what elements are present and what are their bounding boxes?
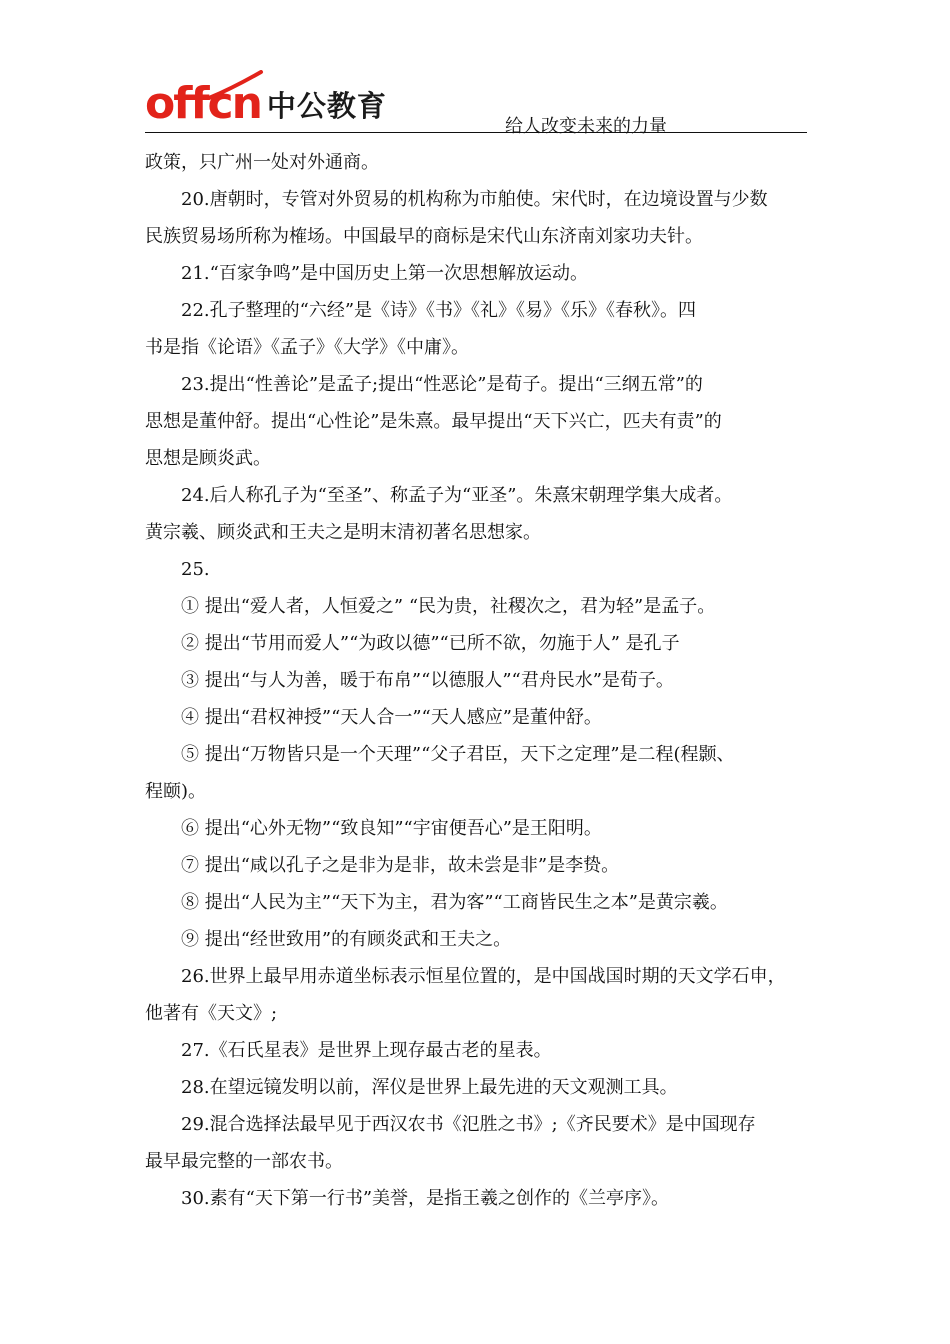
header-slogan: 给人改变未来的力量 <box>505 116 667 137</box>
text-line: 23.提出“性善论”是孟子;提出“性恶论”是荀子。提出“三纲五常”的 <box>181 374 703 395</box>
text-line: 书是指《论语》《孟子》《大学》《中庸》。 <box>145 337 469 358</box>
text-line: ② 提出“节用而爱人”“为政以德”“已所不欲，勿施于人” 是孔子 <box>181 633 680 654</box>
text-line: ⑥ 提出“心外无物”“致良知”“宇宙便吾心”是王阳明。 <box>181 818 602 839</box>
text-line: 21.“百家争鸣”是中国历史上第一次思想解放运动。 <box>181 263 589 284</box>
text-line: 思想是顾炎武。 <box>145 448 271 469</box>
text-line: ① 提出“爱人者，人恒爱之” “民为贵，社稷次之，君为轻”是孟子。 <box>181 596 716 617</box>
text-line: 程颐)。 <box>145 781 207 802</box>
logo-swoosh-icon <box>205 70 265 100</box>
text-line: 他著有《天文》; <box>145 1003 278 1024</box>
page-header <box>145 72 807 137</box>
text-line: ⑨ 提出“经世致用”的有顾炎武和王夫之。 <box>181 929 512 950</box>
text-line: 黄宗羲、顾炎武和王夫之是明末清初著名思想家。 <box>145 522 541 543</box>
logo-chinese-text: 中公教育 <box>266 89 387 123</box>
document-body <box>145 144 815 1217</box>
text-line: 30.素有“天下第一行书”美誉，是指王羲之创作的《兰亭序》。 <box>181 1188 670 1209</box>
text-line: ⑤ 提出“万物皆只是一个天理”“父子君臣，天下之定理”是二程(程颢、 <box>181 744 735 765</box>
text-line: 民族贸易场所称为榷场。中国最早的商标是宋代山东济南刘家功夫针。 <box>145 226 703 247</box>
header-divider <box>145 132 807 133</box>
text-line: 27.《石氏星表》是世界上现存最古老的星表。 <box>181 1040 552 1061</box>
text-line: 28.在望远镜发明以前，浑仪是世界上最先进的天文观测工具。 <box>181 1077 678 1098</box>
text-line: ⑧ 提出“人民为主”“天下为主，君为客”“工商皆民生之本”是黄宗羲。 <box>181 892 728 913</box>
text-line: 政策，只广州一处对外通商。 <box>145 152 379 173</box>
text-line: ③ 提出“与人为善，暖于布帛”“以德服人”“君舟民水”是荀子。 <box>181 670 674 691</box>
text-line: 20.唐朝时，专管对外贸易的机构称为市舶使。宋代时，在边境设置与少数 <box>181 189 768 210</box>
text-line: 24.后人称孔子为“至圣”、称孟子为“亚圣”。朱熹宋朝理学集大成者。 <box>181 485 733 506</box>
logo-latin-text: offcn <box>145 78 261 129</box>
offcn-logo <box>145 72 387 129</box>
text-line: 22.孔子整理的“六经”是《诗》《书》《礼》《易》《乐》《春秋》。四 <box>181 300 697 321</box>
text-line: ⑦ 提出“咸以孔子之是非为是非，故未尝是非”是李贽。 <box>181 855 620 876</box>
text-line: 29.混合选择法最早见于西汉农书《氾胜之书》;《齐民要术》是中国现存 <box>181 1114 756 1135</box>
text-line: ④ 提出“君权神授”“天人合一”“天人感应”是董仲舒。 <box>181 707 602 728</box>
text-line: 26.世界上最早用赤道坐标表示恒星位置的，是中国战国时期的天文学石申， <box>181 966 786 987</box>
text-line: 最早最完整的一部农书。 <box>145 1151 343 1172</box>
text-line: 25. <box>181 559 210 580</box>
text-line: 思想是董仲舒。提出“心性论”是朱熹。最早提出“天下兴亡，匹夫有责”的 <box>145 411 722 432</box>
